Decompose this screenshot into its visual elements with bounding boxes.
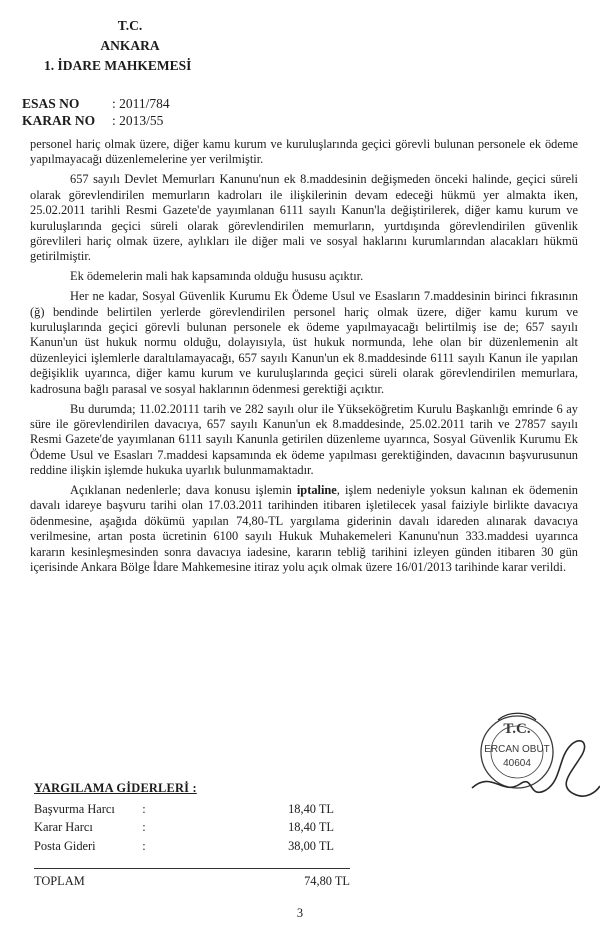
cost-name: Karar Harcı xyxy=(34,820,93,835)
case-numbers xyxy=(22,95,170,129)
paragraph: 657 sayılı Devlet Memurları Kanunu'nun ek 8.maddesinin değişmeden önceki halinde, geçici süreli olarak görevlendirilen memurların kadroları ile ilişkilerinin devam edeceği hükmü yer almakta iken, 25.02.2011 tarihli Resmi Gazete'de yayımlanan 6111 sayılı Kanun'la değiştirilerek, diğer kamu kurum ve kuruluşlarında geçici süreli olarak görevlendirilen memurların, yurtdışında görevlendirilen güvenlik görevlileri hariç olmak üzere, aylıkları ile diğer mali ve sosyal haklarını kurumlarından alacakları hükmü getirilmiştir. xyxy=(30,172,578,264)
court-header xyxy=(0,16,260,76)
esas-label: ESAS NO xyxy=(22,96,80,111)
paragraph: Bu durumda; 11.02.20111 tarih ve 282 sayılı olur ile Yükseköğretim Kurulu Başkanlığı emrinde 6 ay süre ile görevlendirilen davacıya, 657 sayılı Kanun'un ek 8.maddesinde, 25.02.2011 tarih ve 27857 sayılı Resmi Gazete'de yayımlanan 6111 sayılı Kanunla getirilen düzenleme uyarınca, Sosyal Güvenlik Kurumu Ek Ödeme Usul ve Esasları 7.maddesi kapsamında ek ödeme yapılması gerektiğinden, davacının başvurusunun reddine ilişkin işlemde hukuka uyarlık bulunmamaktadır. xyxy=(30,401,578,478)
total-amount: 74,80 TL xyxy=(304,874,350,889)
cost-name: Posta Gideri xyxy=(34,838,96,853)
cost-colon: : xyxy=(142,838,146,853)
karar-label: KARAR NO xyxy=(22,113,96,128)
cost-row xyxy=(34,818,334,837)
header-tc: T.C. xyxy=(117,18,143,33)
paragraph-bold: iptaline xyxy=(296,483,337,498)
esas-value: : 2011/784 xyxy=(112,96,170,111)
total-label: TOPLAM xyxy=(34,874,85,889)
cost-amount: 38,00 TL xyxy=(288,838,334,853)
stamp-line1: ERCAN OBUT xyxy=(484,744,550,755)
paragraph-part: Açıklanan nedenlerle; dava konusu işlemin xyxy=(70,483,297,498)
paragraph: Ek ödemelerin mali hak kapsamında olduğu hususu açıktır. xyxy=(70,269,364,284)
cost-colon: : xyxy=(142,801,146,816)
cost-total-row xyxy=(34,868,350,891)
paragraph xyxy=(30,483,578,575)
costs-section xyxy=(34,779,350,891)
signature-stamp xyxy=(462,700,600,815)
paragraph-part: , işlem nedeniyle yoksun kalınan ek ödemenin davalı idareye başvuru tarihi olan 17.03.2011 tarihinden itibaren işletilecek yasal faiziyle birlikte davacıya ödenmesine, aşağıda dökümü yapılan 74,80-TL yargılama giderinin davalı idareden alınarak davacıya verilmesine, artan posta ücretinin 6100 sayılı Hukuk Muhakemeleri Kanunu'nun 333.maddesi uyarınca kararın kesinleşmesinden sonra davacıya iadesine, kararın tebliğ tarihini izleyen günden itibaren 30 gün içerisinde Ankara Bölge İdare Mahkemesine itiraz yolu açık olmak üzere 16/01/2013 tarihinde karar verildi. xyxy=(30,483,578,575)
paragraph: Her ne kadar, Sosyal Güvenlik Kurumu Ek Ödeme Usul ve Esasların 7.maddesinin birinci fıkrasının (ğ) bendinde belirtilen yerlerde görevlendirilen personel hariç olmak üzere, diğer kamu kurum ve kuruluşlarında geçici görevli bulunan personele ek ödeme yapılmayacağı belirtilmiş ise de; 657 sayılı Kanun'un üst hukuk normu olduğu, dolayısıyla, üst hukuk normunda, lehe olan bir düzenlemenin alt düzenleyici işlemlerle daraltılamayacağı, 657 sayılı Kanun'un ek 8.maddesinde 6111 sayılı Kanun ile yapılan değişiklik uyarınca, diğer kamu kurum ve kuruluşlarında geçici süreli olarak görevlendirilen memurlara, kadrosuna bağlı parasal ve sosyal haklarının ödenmesi gerektiği açıktır. xyxy=(30,289,578,396)
paragraph: personel hariç olmak üzere, diğer kamu kurum ve kuruluşlarında geçici görevli bulunan personele ek ödeme yapılmayacağı düzenlemelerine yer verilmiştir. xyxy=(30,137,578,167)
stamp-line2: 40604 xyxy=(503,758,531,769)
document-body xyxy=(30,137,578,580)
cost-amount: 18,40 TL xyxy=(288,801,334,816)
costs-title: YARGILAMA GİDERLERİ : xyxy=(34,781,197,795)
cost-amount: 18,40 TL xyxy=(288,820,334,835)
cost-name: Başvurma Harcı xyxy=(34,801,115,816)
header-city: ANKARA xyxy=(100,38,160,53)
cost-row xyxy=(34,800,334,819)
karar-value: : 2013/55 xyxy=(112,113,164,128)
page-number: 3 xyxy=(296,906,304,920)
stamp-tc: T.C. xyxy=(503,721,531,737)
cost-row xyxy=(34,837,334,856)
cost-colon: : xyxy=(142,820,146,835)
header-court-name: 1. İDARE MAHKEMESİ xyxy=(44,58,192,73)
